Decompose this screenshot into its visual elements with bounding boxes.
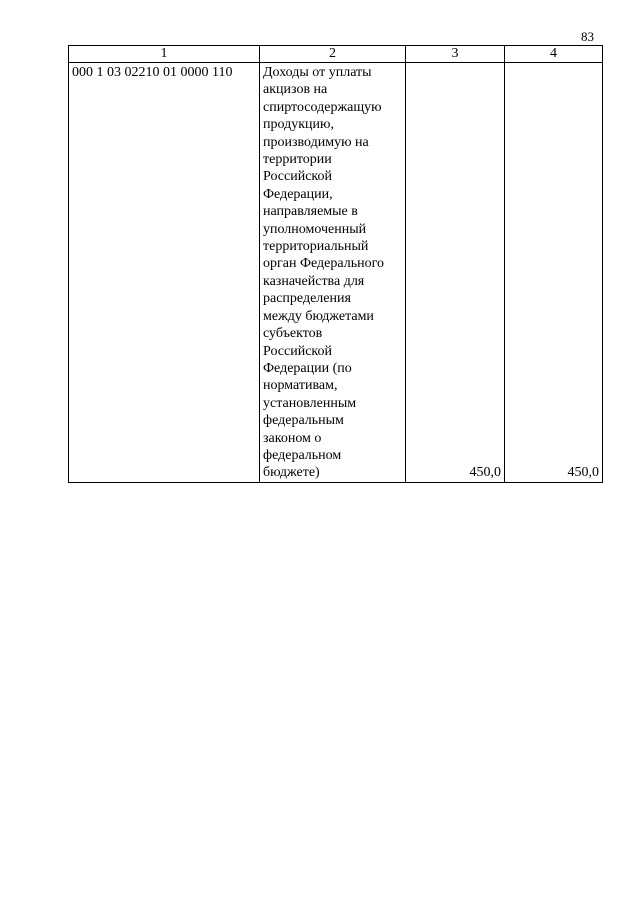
revenue-table [68,45,603,483]
revenue-name-line: производимую на [263,134,369,150]
revenue-name-line: уполномоченный [263,221,367,237]
revenue-name-line: казначейства для [263,273,365,289]
revenue-name-line: Федерации (по [263,360,352,376]
revenue-name-line: распределения [263,291,351,307]
column-header-2: 2 [260,46,406,63]
revenue-name-line: акцизов на [263,82,328,98]
revenue-name-line: федеральным [263,413,344,429]
column-header-3: 3 [406,46,505,63]
revenue-name-line: федеральном [263,447,342,463]
revenue-name-line: бюджете) [263,465,320,481]
revenue-name-line: Доходы от уплаты [263,65,372,80]
page-number: 83 [581,29,594,44]
revenue-name-line: направляемые в [263,204,358,220]
column-header-4: 4 [505,46,603,63]
revenue-name-line: субъектов [263,326,323,342]
revenue-name-line: продукцию, [263,117,334,133]
amount-column-3: 450,0 [406,63,505,483]
amount-column-4: 450,0 [505,63,603,483]
revenue-name-line: Федерации, [263,186,333,202]
revenue-name-line: нормативам, [263,378,338,394]
revenue-name-line: спиртосодержащую [263,99,382,115]
column-header-1: 1 [69,46,260,63]
revenue-name-line: Российской [263,343,332,359]
revenue-name-line: территориальный [263,239,369,255]
table-row [69,63,603,483]
revenue-name-line: между бюджетами [263,308,374,324]
revenue-name [260,63,406,483]
table-header-row [69,46,603,63]
revenue-name-line: установленным [263,395,357,411]
revenue-name-line: Российской [263,169,332,185]
revenue-name-line: территории [263,152,332,168]
revenue-name-line: законом о [263,430,322,446]
budget-classification-code: 000 1 03 02210 01 0000 110 [69,63,260,483]
revenue-name-line: орган Федерального [263,256,384,272]
